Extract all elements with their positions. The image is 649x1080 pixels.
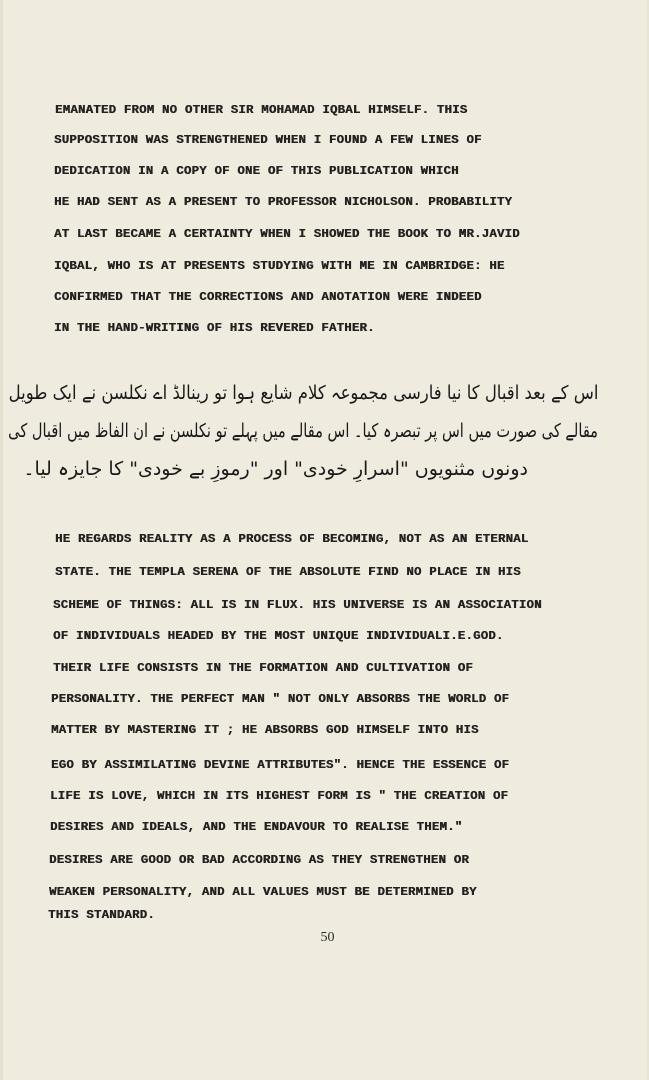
text-line: PERSONALITY. THE PERFECT MAN " NOT ONLY ABSORBS THE WORLD OF (51, 692, 510, 706)
text-line: EMANATED FROM NO OTHER SIR MOHAMAD IQBAL HIMSELF. THIS (55, 103, 468, 117)
page-number: 50 (320, 930, 335, 945)
text-line: OF INDIVIDUALS HEADED BY THE MOST UNIQUE INDIVIDUALI.E.GOD. (53, 629, 504, 643)
text-line: CONFIRMED THAT THE CORRECTIONS AND ANOTATION WERE INDEED (54, 290, 482, 304)
text-line: LIFE IS LOVE, WHICH IN ITS HIGHEST FORM IS " THE CREATION OF (50, 789, 509, 803)
text-line: THIS STANDARD. (48, 908, 155, 922)
text-line: WEAKEN PERSONALITY, AND ALL VALUES MUST BE DETERMINED BY (49, 885, 477, 899)
text-line: SUPPOSITION WAS STRENGTHENED WHEN I FOUND A FEW LINES OF (54, 133, 482, 147)
text-line: THEIR LIFE CONSISTS IN THE FORMATION AND CULTIVATION OF (53, 661, 473, 675)
urdu-line: اس کے بعد اقبال کا نیا فارسی مجموعہ کلام شایع ہوا تو رینالڈ اے نکلسن نے ایک طویل (8, 382, 598, 404)
text-line: MATTER BY MASTERING IT ; HE ABSORBS GOD HIMSELF INTO HIS (51, 723, 479, 737)
text-line: SCHEME OF THINGS: ALL IS IN FLUX. HIS UNIVERSE IS AN ASSOCIATION (53, 598, 542, 612)
text-line: EGO BY ASSIMILATING DEVINE ATTRIBUTES". HENCE THE ESSENCE OF (51, 758, 510, 772)
text-line: IQBAL, WHO IS AT PRESENTS STUDYING WITH ME IN CAMBRIDGE: HE (54, 259, 505, 273)
text-line: HE REGARDS REALITY AS A PROCESS OF BECOMING, NOT AS AN ETERNAL (55, 532, 529, 546)
urdu-line: مقالے کی صورت میں اس پر تبصرہ کیا۔ اس مقالے میں پہلے تو نکلسن نے ان الفاظ میں اقبال کی (8, 420, 598, 442)
text-line: IN THE HAND-WRITING OF HIS REVERED FATHER. (54, 321, 375, 335)
urdu-line: دونوں مثنویوں "اسرارِ خودی" اور "رموزِ بے خودی" کا جایزہ لیا۔ (23, 458, 528, 480)
text-line: HE HAD SENT AS A PRESENT TO PROFESSOR NICHOLSON. PROBABILITY (54, 195, 513, 209)
text-line: AT LAST BECAME A CERTAINTY WHEN I SHOWED THE BOOK TO MR.JAVID (54, 227, 520, 241)
text-line: DESIRES AND IDEALS, AND THE ENDAVOUR TO REALISE THEM." (50, 820, 463, 834)
text-line: DESIRES ARE GOOD OR BAD ACCORDING AS THEY STRENGTHEN OR (49, 853, 469, 867)
text-line: DEDICATION IN A COPY OF ONE OF THIS PUBLICATION WHICH (54, 164, 459, 178)
text-line: STATE. THE TEMPLA SERENA OF THE ABSOLUTE FIND NO PLACE IN HIS (55, 565, 521, 579)
